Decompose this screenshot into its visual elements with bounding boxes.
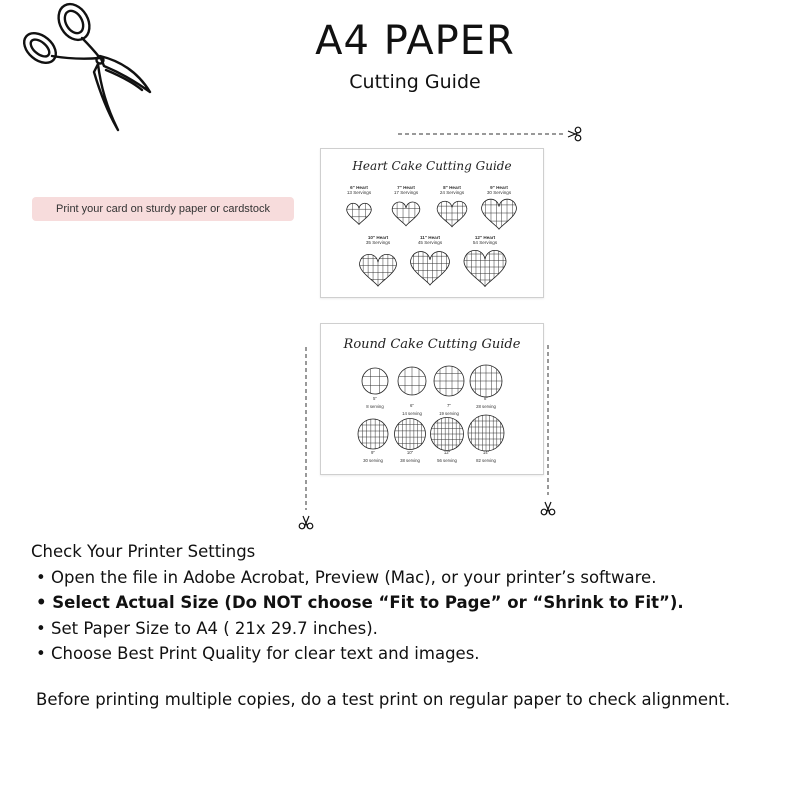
round-size-label xyxy=(429,404,469,417)
heart-size-label xyxy=(334,185,384,196)
test-print-note: Before printing multiple copies, do a test print on regular paper to check alignment. xyxy=(36,690,731,709)
round-servings: 82 serving xyxy=(476,457,496,463)
round-size-label xyxy=(392,404,432,417)
heart-servings: 30 Servings xyxy=(486,190,512,196)
scissors-icon xyxy=(541,502,555,515)
instruction-bullet: • Open the file in Adobe Acrobat, Preview (Mac), or your printer’s software. xyxy=(36,567,657,587)
round-servings: 38 serving xyxy=(400,457,420,463)
round-size: 12" xyxy=(443,450,451,455)
round-size: 9" xyxy=(371,450,375,455)
round-size: 14" xyxy=(482,450,490,455)
round-size: 8" xyxy=(484,396,488,401)
page-title: A4 PAPER xyxy=(315,18,515,64)
heart-size-label xyxy=(381,185,431,196)
round-size: 7" xyxy=(447,403,451,408)
round-servings: 56 serving xyxy=(437,457,457,463)
round-size: 10" xyxy=(406,450,414,455)
heart-servings: 54 Servings xyxy=(472,240,498,246)
round-outline xyxy=(362,368,388,394)
heart-outline xyxy=(411,252,450,285)
heart-size: 7" Heart xyxy=(397,185,415,190)
cardstock-note-badge: Print your card on sturdy paper or cardstock xyxy=(32,197,294,221)
scissors-icon xyxy=(299,516,313,529)
heart-servings: 13 Servings xyxy=(346,190,372,196)
scissors-icon xyxy=(568,127,581,141)
round-size: 6" xyxy=(410,403,414,408)
heart-size-label xyxy=(460,235,510,246)
round-size-label xyxy=(353,451,393,464)
heart-size: 11" Heart xyxy=(419,235,441,240)
heart-outline xyxy=(482,199,517,229)
round-servings: 14 serving xyxy=(402,410,422,416)
heart-size: 6" Heart xyxy=(350,185,368,190)
heart-size-label xyxy=(405,235,455,246)
heart-diagrams xyxy=(321,149,543,297)
round-servings: 30 serving xyxy=(363,457,383,463)
heart-cutting-guide-card xyxy=(320,148,544,298)
round-size-label xyxy=(355,397,395,410)
heart-size-label xyxy=(474,185,524,196)
heart-size: 12" Heart xyxy=(474,235,496,240)
instruction-bullet: • Set Paper Size to A4 ( 21x 29.7 inches). xyxy=(36,618,378,638)
heart-size: 10" Heart xyxy=(367,235,389,240)
heart-size-label xyxy=(427,185,477,196)
printer-instructions xyxy=(31,539,771,667)
instruction-bullet: • Choose Best Print Quality for clear text and images. xyxy=(36,644,480,663)
heart-servings: 24 Servings xyxy=(439,190,465,196)
heart-servings: 45 Servings xyxy=(417,240,443,246)
round-servings: 8 serving xyxy=(366,403,384,409)
heart-size: 9" Heart xyxy=(490,185,508,190)
instructions-heading: Check Your Printer Settings xyxy=(31,542,256,561)
round-size-label xyxy=(427,451,467,464)
round-cutting-guide-card xyxy=(320,323,544,475)
heart-size-label xyxy=(353,235,403,246)
round-servings: 19 serving xyxy=(439,410,459,416)
heart-card-title: Heart Cake Cutting Guide xyxy=(352,159,512,173)
round-card-title: Round Cake Cutting Guide xyxy=(343,337,521,352)
page-subtitle: Cutting Guide xyxy=(349,71,481,93)
heart-outline xyxy=(392,202,420,226)
round-size: 5" xyxy=(373,396,377,401)
round-size-label xyxy=(390,451,430,464)
heart-servings: 35 Servings xyxy=(365,240,391,246)
round-size-label xyxy=(466,397,506,410)
instruction-bullet: • Select Actual Size (Do NOT choose “Fit to Page” or “Shrink to Fit”). xyxy=(36,593,684,612)
heart-cake-diagram xyxy=(335,190,383,236)
heart-size: 8" Heart xyxy=(443,185,461,190)
heart-servings: 17 Servings xyxy=(393,190,419,196)
round-servings: 28 serving xyxy=(476,403,496,409)
round-size-label xyxy=(466,451,506,464)
